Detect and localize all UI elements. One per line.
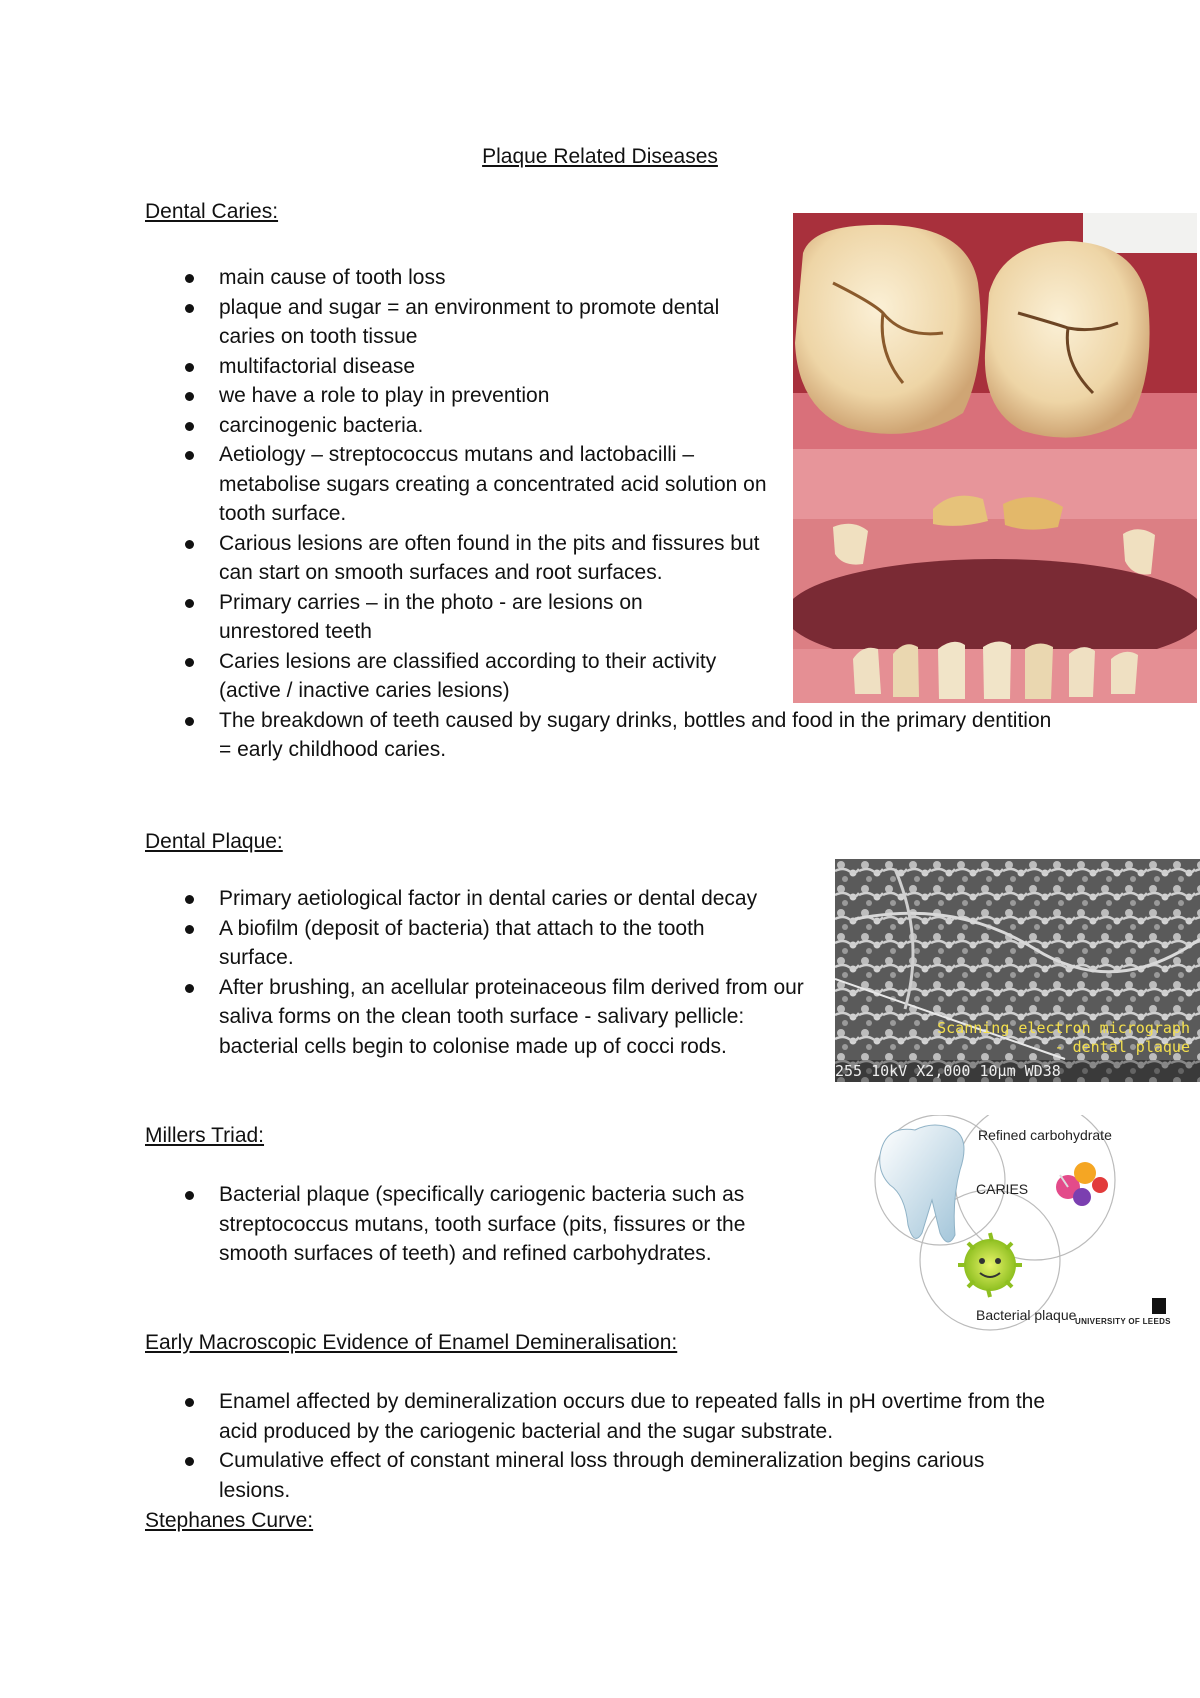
triad-label-plaque: Bacterial plaque bbox=[976, 1307, 1077, 1323]
list-item: carcinogenic bacteria. bbox=[185, 411, 779, 441]
list-enamel-demineralisation bbox=[185, 1387, 1059, 1505]
list-item: Primary aetiological factor in dental caries or dental decay bbox=[185, 884, 819, 914]
list-item: Cumulative effect of constant mineral loss through demineralization begins carious lesions. bbox=[185, 1446, 1059, 1505]
list-dental-plaque bbox=[185, 884, 829, 1061]
list-item: plaque and sugar = an environment to promote dental caries on tooth tissue bbox=[185, 293, 779, 352]
heading-dental-plaque: Dental Plaque: bbox=[145, 830, 283, 853]
triad-label-caries: CARIES bbox=[976, 1181, 1029, 1197]
list-item: Bacterial plaque (specifically cariogenic bacteria such as streptococcus mutans, tooth surface (pits, fissures or the smooth surfaces of teeth) and refined carbohydrates. bbox=[185, 1180, 799, 1269]
list-item: we have a role to play in prevention bbox=[185, 381, 779, 411]
list-millers-triad bbox=[185, 1180, 799, 1269]
list-item: Enamel affected by demineralization occurs due to repeated falls in pH overtime from the acid produced by the cariogenic bacterial and the sugar substrate. bbox=[185, 1387, 1059, 1446]
sem-caption-line2: - dental plaque bbox=[1054, 1038, 1190, 1056]
list-item: A biofilm (deposit of bacteria) that attach to the tooth surface. bbox=[185, 914, 779, 973]
sem-scale-bar: 255 10kV X2,000 10µm WD38 bbox=[835, 1060, 1200, 1082]
list-item: Primary carries – in the photo - are lesions on unrestored teeth bbox=[185, 588, 699, 647]
sem-caption-line1: Scanning electron micrograph bbox=[937, 1019, 1190, 1037]
heading-millers-triad: Millers Triad: bbox=[145, 1124, 265, 1147]
list-item: After brushing, an acellular proteinaceous film derived from our saliva forms on the clean tooth surface - salivary pellicle: bacterial cells begin to colonise made up of cocci rods. bbox=[185, 973, 829, 1062]
list-item: main cause of tooth loss bbox=[185, 263, 779, 293]
molars-illustration bbox=[793, 213, 1197, 449]
heading-stephanes-curve: Stephanes Curve: bbox=[145, 1509, 314, 1532]
list-item: The breakdown of teeth caused by sugary drinks, bottles and food in the primary dentition = early childhood caries. bbox=[185, 706, 1069, 765]
list-item: Carious lesions are often found in the pits and fissures but can start on smooth surfaces and root surfaces. bbox=[185, 529, 779, 588]
triad-circles bbox=[860, 1115, 1180, 1335]
list-item: Caries lesions are classified according to their activity (active / inactive caries lesions) bbox=[185, 647, 779, 706]
childhood-caries-illustration bbox=[793, 449, 1197, 703]
list-item: Aetiology – streptococcus mutans and lactobacilli – metabolise sugars creating a concentrated acid solution on tooth surface. bbox=[185, 440, 779, 529]
millers-triad-diagram bbox=[860, 1115, 1180, 1335]
list-item: multifactorial disease bbox=[185, 352, 779, 382]
heading-enamel-demineralisation: Early Macroscopic Evidence of Enamel Demineralisation: bbox=[145, 1331, 678, 1354]
triad-label-carbohydrate: Refined carbohydrate bbox=[978, 1127, 1112, 1143]
page-title: Plaque Related Diseases bbox=[482, 145, 718, 168]
childhood-caries-photo bbox=[793, 449, 1197, 703]
molars-photo bbox=[793, 213, 1197, 449]
sem-plaque-photo bbox=[835, 859, 1200, 1082]
heading-dental-caries: Dental Caries: bbox=[145, 200, 279, 223]
university-logo-text: UNIVERSITY OF LEEDS bbox=[1075, 1317, 1171, 1326]
